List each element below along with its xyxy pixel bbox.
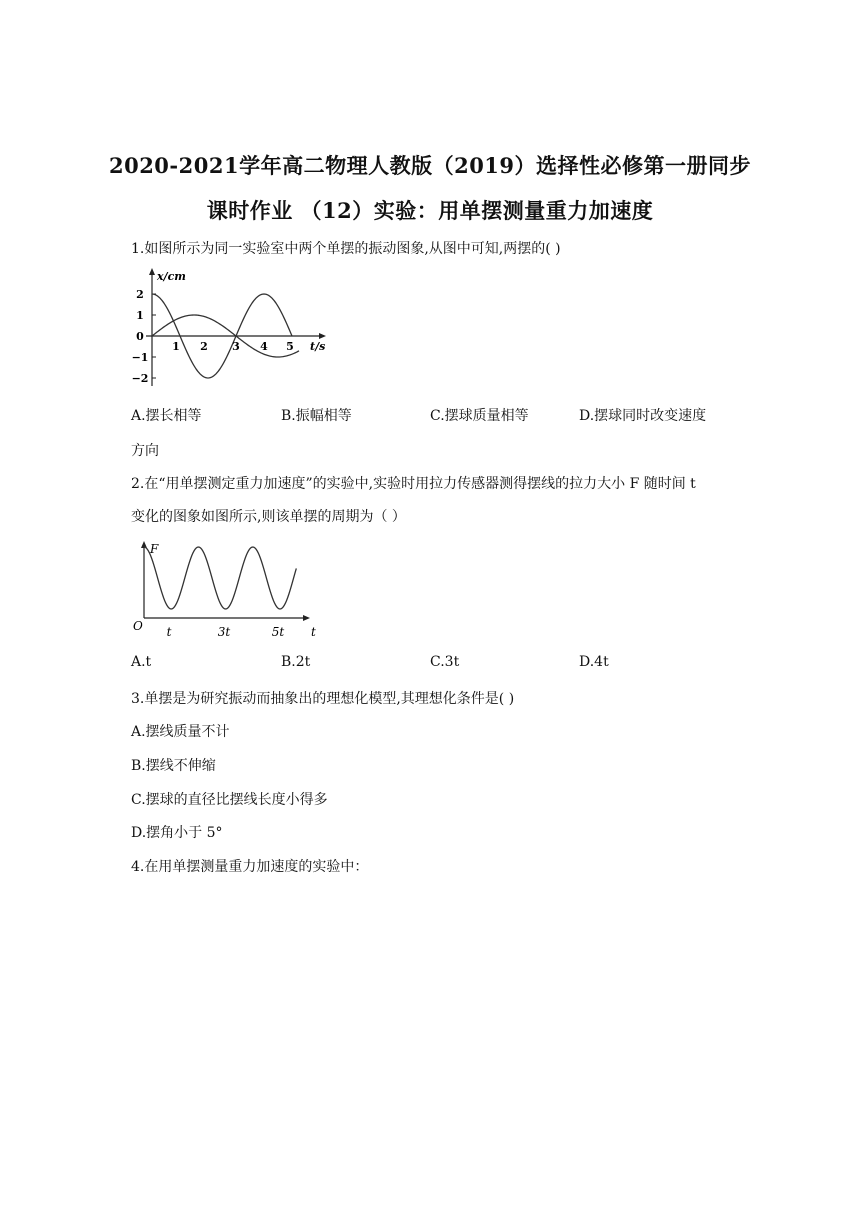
q2-option-a: A.t [131, 654, 152, 670]
q2-xtick-3t: 3t [217, 625, 231, 639]
q1-ytick-neg1: −1 [131, 351, 149, 364]
q1-xtick-4: 4 [260, 340, 268, 353]
q1-ytick-0: 0 [136, 330, 144, 343]
q2-y-arrow [141, 541, 147, 548]
q1-ytick-2: 2 [136, 288, 144, 301]
q1-xtick-1: 1 [172, 340, 180, 353]
question-4-stem: 4.在用单摆测量重力加速度的实验中： [131, 859, 369, 875]
q1-ytick-1: 1 [136, 309, 144, 322]
q3-option-a: A.摆线质量不计 [131, 724, 230, 740]
q2-xtick-5t: 5t [271, 625, 285, 639]
q1-x-arrow [319, 333, 326, 339]
q1-option-b: B.振幅相等 [281, 408, 352, 424]
q3-option-b: B.摆线不伸缩 [131, 758, 216, 774]
q2-x-arrow [303, 615, 310, 621]
question-1-stem: 1.如图所示为同一实验室中两个单摆的振动图象,从图中可知,两摆的( ) [131, 241, 561, 257]
q1-xtick-2: 2 [200, 340, 208, 353]
q1-xlabel: t/s [310, 340, 326, 353]
q2-force-curve [144, 547, 296, 609]
q2-origin: O [133, 619, 143, 633]
question-2-stem-line-1: 2.在“用单摆测定重力加速度”的实验中,实验时用拉力传感器测得摆线的拉力大小 F 随时间 t [131, 476, 696, 492]
question-2-figure [130, 538, 335, 643]
q3-option-d: D.摆角小于 5° [131, 825, 223, 841]
document-title-line-2: 课时作业 （12）实验：用单摆测量重力加速度 [206, 198, 654, 223]
q2-xlabel: t [311, 625, 316, 639]
q1-option-a: A.摆长相等 [131, 408, 202, 424]
q1-option-d: D.摆球同时改变速度 [579, 408, 707, 424]
q1-xtick-3: 3 [232, 340, 240, 353]
question-2-stem-line-2: 变化的图象如图所示,则该单摆的周期为（ ） [131, 509, 406, 525]
q1-y-arrow [149, 268, 155, 275]
q1-option-d-wrap: 方向 [131, 443, 159, 459]
document-title-line-1: 2020-2021学年高二物理人教版（2019）选择性必修第一册同步 [108, 153, 752, 178]
q2-ylabel: F [150, 542, 159, 556]
q1-ylabel: x/cm [157, 270, 186, 283]
q1-xtick-5: 5 [286, 340, 294, 353]
question-3-stem: 3.单摆是为研究振动而抽象出的理想化模型,其理想化条件是( ) [131, 691, 515, 707]
q2-xtick-t: t [166, 625, 172, 639]
q1-option-c: C.摆球质量相等 [430, 408, 529, 424]
q1-ytick-neg2: −2 [131, 372, 149, 385]
q2-option-c: C.3t [430, 654, 460, 670]
q2-option-d: D.4t [579, 654, 609, 670]
q2-option-b: B.2t [281, 654, 311, 670]
question-1-figure [130, 266, 345, 391]
q3-option-c: C.摆球的直径比摆线长度小得多 [131, 792, 328, 808]
